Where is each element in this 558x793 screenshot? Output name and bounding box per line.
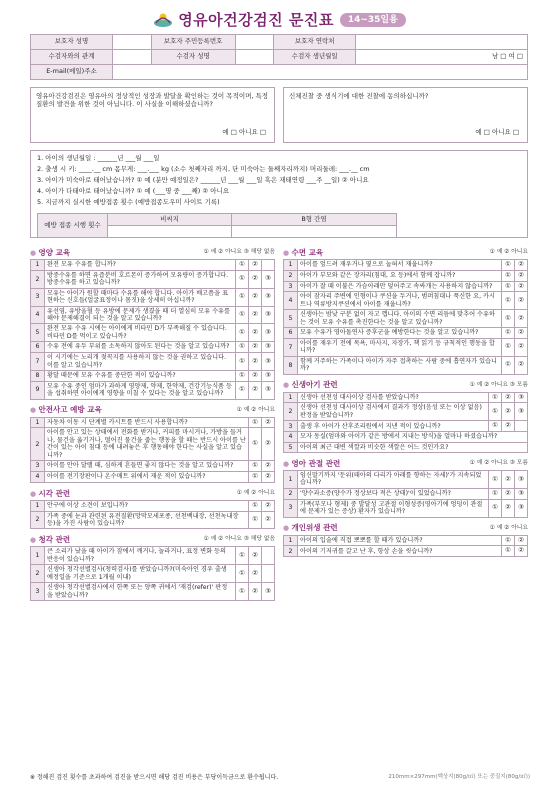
question-text: 모유 수유 중인 엄마가 과하게 영양제, 약제, 한약제, 건강기능식품 등을 섭취하면 아이에게 영향을 미칠 수 있다는 것을 알고 있습니까? (45, 381, 236, 399)
bcg-count-field[interactable] (108, 226, 232, 238)
bcg-label: 비씨지 (108, 214, 232, 226)
nutrition-title: ● 영양 교육 (30, 248, 204, 257)
hearing-legend: ① 예 ② 아니요 ③ 해당 없음 (203, 536, 275, 543)
table-row (31, 324, 275, 342)
question-number: 1 (284, 392, 298, 403)
nutrition-legend: ① 예 ② 아니요 ③ 해당 없음 (203, 249, 275, 256)
relation-field[interactable] (113, 50, 152, 65)
table-row (31, 270, 275, 288)
table-row (31, 417, 275, 428)
answer-option[interactable]: ① (236, 370, 249, 381)
table-row (31, 353, 275, 371)
patient-name-label: 수검자 성명 (151, 50, 235, 65)
newborn-title: ● 신생아기 관련 (283, 380, 470, 389)
question-number: 3 (31, 583, 45, 601)
sleep-table (283, 259, 528, 375)
answer-option[interactable]: ② (262, 417, 275, 428)
question-number: 1 (284, 260, 298, 271)
safety-table (30, 417, 275, 483)
answer-option[interactable]: ① (502, 292, 515, 310)
answer-option[interactable]: ① (489, 471, 502, 489)
question-text: 자동차 이동 시 단계별 카시트를 반드시 사용합니까? (45, 417, 249, 428)
question-text: 모유는 아이가 원할 때마다 수유를 해야 합니다. 아이가 배고픔을 표현하는 신호들(얼굴표정이나 몸짓)을 상세히 아십니까? (45, 288, 236, 306)
guardian-name-label: 보호자 성명 (31, 35, 113, 50)
right-column (283, 242, 528, 601)
multiple-birth-question[interactable]: 4. 아이가 다태아로 태어났습니까? ① 예 (___명 중 ___째) ② 아니요 (37, 187, 230, 195)
newborn-table (283, 392, 528, 453)
question-number: 6 (284, 328, 298, 339)
question-text: 황달 때문에 모유 수유를 중단한 적이 있습니까? (45, 370, 236, 381)
safety-section (30, 404, 275, 483)
answer-option[interactable]: ② (249, 565, 262, 583)
answer-option[interactable]: ③ (515, 392, 528, 403)
answer-option[interactable]: ① (236, 324, 249, 342)
question-number: 1 (31, 547, 45, 565)
purpose-consent-text: 영유아건강검진은 영유아의 정상적인 성장과 발달을 확인하는 것이 목적이며, 특정 질환의 발견을 위한 것이 아닙니다. 이 사실을 이해하셨습니까? (36, 92, 269, 108)
personal-hygiene-section (283, 522, 528, 558)
question-number: 4 (31, 306, 45, 324)
answer-option[interactable] (262, 565, 275, 583)
vision-legend: ① 예 ② 아니요 (236, 489, 275, 496)
question-number: 2 (31, 565, 45, 583)
answer-option[interactable]: ① (249, 417, 262, 428)
newborn-legend: ① 예 ② 아니요 ③ 모름 (469, 381, 528, 388)
table-row (284, 421, 528, 432)
answer-option[interactable]: ① (249, 471, 262, 482)
table-row (31, 342, 275, 353)
footer-note: ※ 정해진 검진 횟수를 초과하여 검진을 받으시면 해당 검진 비용은 부당이득금으로 환수됩니다. (30, 774, 279, 781)
answer-option[interactable]: ① (489, 499, 502, 517)
answer-option[interactable]: ② (502, 471, 515, 489)
question-number: 1 (31, 417, 45, 428)
basic-info-section (30, 150, 528, 238)
answer-option[interactable]: ② (515, 338, 528, 356)
hip-table (283, 470, 528, 518)
answer-option[interactable]: ③ (262, 342, 275, 353)
question-text: 가족(부모나 형제) 중 발달성 고관절 이형성증(영아기에 엉덩이 관절에 문제가 있는 증상) 환자가 있습니까? (298, 499, 489, 517)
hip-section (283, 457, 528, 518)
answer-option[interactable]: ② (262, 428, 275, 461)
answer-option[interactable]: ① (236, 547, 249, 565)
table-row (31, 428, 275, 461)
table-row (31, 583, 275, 601)
answer-option[interactable]: ① (502, 546, 515, 557)
hip-legend: ① 예 ② 아니요 ③ 모름 (469, 460, 528, 467)
question-number: 2 (284, 546, 298, 557)
table-row (284, 338, 528, 356)
vaccination-table (37, 213, 397, 238)
vaccination-count-label: 예방 접종 시행 횟수 (38, 214, 108, 238)
question-text: 신생아 청각선별검사(청력검사)를 받았습니까?(미숙아인 경우 출생 예정일을 기준으로 1개월 이내) (45, 565, 236, 583)
answer-option[interactable] (262, 260, 275, 271)
answer-option[interactable]: ② (502, 403, 515, 421)
answer-option[interactable]: ② (262, 471, 275, 482)
table-row (284, 260, 528, 271)
question-number: 3 (284, 421, 298, 432)
answer-option[interactable]: ② (515, 260, 528, 271)
question-text: 유선염, 유방울혈 등 유방에 문제가 생겼을 때 더 열심히 모유 수유를 해야 문제해결이 되는 것을 알고 있습니까? (45, 306, 236, 324)
genital-exam-consent-text: 신체진찰 중 생식기에 대한 진찰에 동의하십니까? (289, 92, 429, 100)
answer-option[interactable]: ① (489, 421, 502, 432)
vision-title: ● 시각 관련 (30, 489, 237, 498)
hepb-count-field[interactable] (232, 226, 397, 238)
answer-option[interactable]: ② (249, 270, 262, 288)
safety-legend: ① 예 ② 아니요 (236, 406, 275, 413)
answer-option[interactable]: ② (515, 292, 528, 310)
personal-title: ● 개인위생 관련 (283, 523, 490, 532)
table-row (284, 488, 528, 499)
answer-option[interactable]: ① (236, 288, 249, 306)
answer-option[interactable]: ① (489, 403, 502, 421)
answer-option[interactable]: ② (249, 342, 262, 353)
question-number: 2 (31, 511, 45, 529)
table-row (31, 471, 275, 482)
question-number: 1 (31, 500, 45, 511)
question-number: 2 (284, 270, 298, 281)
answer-option[interactable]: ② (515, 328, 528, 339)
question-text: 모자 동실(엄마와 아이가 같은 방에서 지내는 방식)을 얼마나 하셨습니까? (298, 432, 528, 442)
answer-option[interactable]: ② (502, 392, 515, 403)
table-row (284, 403, 528, 421)
guardian-info-table (30, 34, 528, 80)
footer (30, 774, 530, 781)
guardian-rrn-field[interactable] (235, 35, 274, 50)
question-text: 방중수유를 하면 유즙분비 호르몬이 증가하여 모유량이 증가합니다. 방중수유를 하고 있습니까? (45, 270, 236, 288)
question-text: 완전 모유 수유를 합니까? (45, 260, 236, 271)
question-number: 5 (31, 324, 45, 342)
answer-option[interactable]: ③ (262, 306, 275, 324)
answer-option[interactable]: ② (515, 535, 528, 546)
hearing-title: ● 청각 관련 (30, 535, 204, 544)
question-number: 2 (31, 428, 45, 461)
question-text: 큰 소리가 났을 때 아이가 잠에서 깨거나, 놀라거나, 표정 변화 등의 반응이 있습니까? (45, 547, 236, 565)
answer-option[interactable]: ③ (262, 288, 275, 306)
email-field[interactable] (113, 65, 528, 80)
question-number: 6 (31, 342, 45, 353)
question-number: 1 (284, 471, 298, 489)
child-logo-icon (152, 11, 174, 29)
answer-option[interactable]: ① (236, 565, 249, 583)
left-column (30, 242, 275, 601)
nutrition-table (30, 259, 275, 400)
answer-option[interactable]: ② (249, 260, 262, 271)
answer-option[interactable]: ① (249, 511, 262, 529)
email-label: E-mail(메일)주소 (31, 65, 113, 80)
question-number: 1 (31, 260, 45, 271)
question-number: 4 (284, 292, 298, 310)
question-text: 완전 모유 수유 시에는 아이에게 비타민 D가 부족해질 수 있습니다. 비타민 D를 먹이고 있습니까? (45, 324, 236, 342)
answer-option[interactable] (515, 421, 528, 432)
genital-exam-consent-box (283, 87, 528, 143)
genital-exam-consent-checkbox[interactable]: 예 □ 아니요 □ (475, 128, 519, 137)
answer-option[interactable] (262, 547, 275, 565)
table-row (31, 461, 275, 472)
answer-option[interactable]: ③ (262, 270, 275, 288)
guardian-phone-label: 보호자 연락처 (274, 35, 356, 50)
table-row (31, 565, 275, 583)
answer-option[interactable]: ③ (262, 324, 275, 342)
personal-table (283, 535, 528, 558)
question-text: 신생아는 밤낮 구분 없이 자고 깹니다. 아이의 수면 리듬에 맞추어 수유하는 것이 모유 수유를 촉진한다는 것을 알고 있습니까? (298, 310, 502, 328)
answer-option[interactable]: ② (515, 356, 528, 374)
answer-option[interactable]: ② (249, 370, 262, 381)
answer-option[interactable]: ③ (515, 488, 528, 499)
table-row (31, 370, 275, 381)
table-row (31, 547, 275, 565)
guardian-rrn-label: 보호자 주민등록번호 (151, 35, 235, 50)
patient-birth-label: 수검자 생년월일 (274, 50, 356, 65)
answer-option[interactable]: ① (502, 270, 515, 281)
question-number: 7 (284, 338, 298, 356)
answer-option[interactable]: ① (249, 500, 262, 511)
question-text: 아이의 최근 대변 색깔과 비슷한 색깔은 어느 것인가요? (298, 442, 528, 452)
age-badge: 14~35일용 (340, 13, 406, 28)
table-row (284, 392, 528, 403)
question-columns (30, 242, 528, 601)
question-text: 아이 잠자리 주변에 인형이나 쿠션을 두거나, 범퍼침대나 푹신한 요, 카시트나 역류방지쿠션에서 아이를 재웁니까? (298, 292, 502, 310)
answer-option[interactable]: ② (515, 546, 528, 557)
table-row (31, 288, 275, 306)
sleep-section (283, 246, 528, 375)
answer-option[interactable]: ① (236, 306, 249, 324)
answer-option[interactable]: ① (502, 338, 515, 356)
question-number: 3 (31, 288, 45, 306)
question-text: 아이의 기저귀를 갈고 난 후, 항상 손을 씻습니까? (298, 546, 502, 557)
personal-legend: ① 예 ② 아니요 (489, 524, 528, 531)
answer-option[interactable]: ② (249, 288, 262, 306)
patient-name-field[interactable] (235, 50, 274, 65)
table-row (284, 310, 528, 328)
answer-option[interactable]: ① (236, 583, 249, 601)
question-number: 2 (284, 403, 298, 421)
question-text: 아이를 전기장판이나 온수매트 위에서 재운 적이 있습니까? (45, 471, 249, 482)
answer-option[interactable]: ③ (515, 499, 528, 517)
question-number: 3 (284, 281, 298, 292)
question-number: 8 (284, 356, 298, 374)
question-text: 안구에 이상 소견이 보입니까? (45, 500, 249, 511)
answer-option[interactable]: ③ (262, 583, 275, 601)
answer-option[interactable]: ③ (262, 370, 275, 381)
question-number: 3 (284, 499, 298, 517)
premature-question[interactable]: 3. 아이가 미숙아로 태어났습니까? ① 예 (분만 예정일은? ______년 ___월 ___일 혹은 재태연령 ___주 __일) ② 아니요 (37, 176, 369, 184)
answer-option[interactable]: ① (502, 535, 515, 546)
question-text: 임신말기까지 '둔위(태아의 다리가 아래를 향하는 자세)'가 지속되었습니까? (298, 471, 489, 489)
header (30, 6, 528, 34)
answer-option[interactable]: ① (236, 260, 249, 271)
question-text: 아이를 재우기 전에 목욕, 마사지, 자장가, 책 읽기 등 규칙적인 행동을 합니까? (298, 338, 502, 356)
answer-option[interactable]: ① (502, 310, 515, 328)
answer-option[interactable]: ② (249, 353, 262, 371)
table-row (284, 442, 528, 452)
safety-title: ● 안전사고 예방 교육 (30, 405, 237, 414)
answer-option[interactable]: ③ (262, 381, 275, 399)
question-text: 아이가 잘 때 이불은 가슴아래만 덮어주고 속싸개는 사용하지 않습니까? (298, 281, 502, 292)
question-text: 아이의 입술에 직접 뽀뽀를 할 때가 있습니까? (298, 535, 502, 546)
hepb-label: B형 간염 (232, 214, 397, 226)
hip-title: ● 영아 관절 관련 (283, 459, 470, 468)
purpose-consent-checkbox[interactable]: 예 □ 아니요 □ (222, 128, 266, 137)
consent-section (30, 87, 528, 143)
question-text: 아이가 부모와 같은 장자리(침대, 요 등)에서 함께 잡니까? (298, 270, 502, 281)
answer-option[interactable]: ① (236, 342, 249, 353)
relation-label: 수검자와의 관계 (31, 50, 113, 65)
question-number: 4 (31, 471, 45, 482)
table-row (31, 500, 275, 511)
question-text: 이 시기에는 노리개 젖꼭지를 사용하지 않는 것을 권하고 있습니다. 이를 알고 있습니까? (45, 353, 236, 371)
answer-option[interactable]: ① (236, 381, 249, 399)
answer-option[interactable]: ② (249, 306, 262, 324)
table-row (284, 499, 528, 517)
answer-option[interactable]: ② (502, 488, 515, 499)
answer-option[interactable]: ① (249, 461, 262, 472)
answer-option[interactable]: ② (502, 499, 515, 517)
question-text: 수유 전에 유두 부위를 소독하지 않아도 된다는 것을 알고 있습니까? (45, 342, 236, 353)
question-number: 9 (31, 381, 45, 399)
vaccination-question: 5. 지금까지 실시한 예방접종 횟수 (예방접종도우미 사이트 기록) (37, 198, 220, 206)
answer-option[interactable]: ① (489, 488, 502, 499)
question-number: 1 (284, 535, 298, 546)
question-text: 함께 거주하는 가족이나 아이가 자주 접촉하는 사람 중에 흡연자가 있습니까? (298, 356, 502, 374)
question-text: 가족 중에 눈과 관련된 유전질환(망막모세포종, 선천백내장, 선천녹내장 등)을 가진 사람이 있습니까? (45, 511, 249, 529)
guardian-phone-field[interactable] (356, 35, 528, 50)
question-number: 7 (31, 353, 45, 371)
question-text: 신생아 선천성 대사이상 검사를 받았습니까? (298, 392, 489, 403)
hearing-section (30, 533, 275, 601)
nutrition-section (30, 246, 275, 400)
answer-option[interactable]: ② (249, 583, 262, 601)
answer-option[interactable]: ① (502, 356, 515, 374)
answer-option[interactable]: ② (249, 381, 262, 399)
table-row (31, 306, 275, 324)
answer-option[interactable]: ③ (515, 471, 528, 489)
sleep-title: ● 수면 교육 (283, 248, 490, 257)
table-row (284, 270, 528, 281)
question-text: 모유 수유가 영아돌연사 증후군을 예방한다는 것을 알고 있습니까? (298, 328, 502, 339)
answer-option[interactable]: ② (262, 461, 275, 472)
birthdate-question[interactable]: 1. 아이의 생년월일 : ______년 ___월 ___일 (37, 154, 160, 162)
answer-option[interactable]: ② (249, 547, 262, 565)
answer-option[interactable]: ② (262, 511, 275, 529)
table-row (284, 535, 528, 546)
question-number: 2 (31, 270, 45, 288)
table-row (284, 328, 528, 339)
question-number: 2 (284, 488, 298, 499)
question-number: 4 (284, 432, 298, 442)
question-text: '양수과소증(양수가 정상보다 적은 상태)'이 있었습니까? (298, 488, 489, 499)
question-text: 아이를 안아 달랠 때, 심하게 흔들면 좋지 않다는 것을 알고 있습니까? (45, 461, 249, 472)
newborn-section (283, 379, 528, 453)
table-row (284, 292, 528, 310)
answer-option[interactable]: ① (236, 353, 249, 371)
answer-option[interactable]: ③ (262, 353, 275, 371)
answer-option[interactable]: ① (502, 328, 515, 339)
sleep-legend: ① 예 ② 아니요 (489, 249, 528, 256)
question-number: 3 (31, 461, 45, 472)
answer-option[interactable]: ② (502, 421, 515, 432)
question-text: 신생아 청각선별검사에서 한쪽 또는 양쪽 귀에서 '재검(refer)' 판정을 받았습니까? (45, 583, 236, 601)
answer-option[interactable]: ① (502, 260, 515, 271)
answer-option[interactable]: ① (502, 281, 515, 292)
question-text: 출생 후 아이가 산후조리원에서 지낸 적이 있습니까? (298, 421, 489, 432)
table-row (284, 356, 528, 374)
birth-measure-question[interactable]: 2. 출생 시 키: ____.__ cm 몸무게: ___.___ kg (소수 첫째자리 까지, 단 미숙아는 둘째자리까지) 머리둘레: ___.__ cm (37, 165, 370, 173)
purpose-consent-box (30, 87, 275, 143)
answer-option[interactable]: ② (515, 270, 528, 281)
question-number: 5 (284, 442, 298, 452)
question-text: 아이를 안고 있는 상태에서 전화를 받거나, 커피를 마시거나, 가방을 들거나, 물건을 옮기거나, 떨어진 물건을 줍는 행동을 할 때는 반드시 아이를 난간이 있는 아이 침대 등에 내려놓은 후 행동해야 한다는 사실을 알고 있습니까? (45, 428, 249, 461)
question-text: 아이를 엎드려 재우거나 옆으로 눕혀서 재웁니까? (298, 260, 502, 271)
question-text: 신생아 선천성 대사이상 검사에서 결과가 정상(음성 또는 이상 없음) 판정을 받았습니까? (298, 403, 489, 421)
question-number: 8 (31, 370, 45, 381)
table-row (284, 432, 528, 442)
vision-table (30, 500, 275, 530)
page-title: 영유아건강검진 문진표 (178, 11, 334, 29)
table-row (31, 511, 275, 529)
paper-size-note: 210mm×297mm(백상지(80g/㎡) 또는 중질지(80g/㎡)) (388, 774, 530, 780)
answer-option[interactable]: ① (236, 270, 249, 288)
table-row (284, 471, 528, 489)
table-row (284, 281, 528, 292)
answer-option[interactable]: ③ (515, 403, 528, 421)
table-row (31, 381, 275, 399)
table-row (31, 260, 275, 271)
answer-option[interactable]: ② (515, 310, 528, 328)
vision-section (30, 487, 275, 530)
guardian-name-field[interactable] (113, 35, 152, 50)
hearing-table (30, 546, 275, 601)
answer-option[interactable]: ① (249, 428, 262, 461)
answer-option[interactable]: ② (515, 281, 528, 292)
sex-field[interactable]: 남 □ 여 □ (356, 50, 528, 65)
answer-option[interactable]: ② (262, 500, 275, 511)
answer-option[interactable]: ② (249, 324, 262, 342)
question-number: 5 (284, 310, 298, 328)
answer-option[interactable]: ① (489, 392, 502, 403)
table-row (284, 546, 528, 557)
